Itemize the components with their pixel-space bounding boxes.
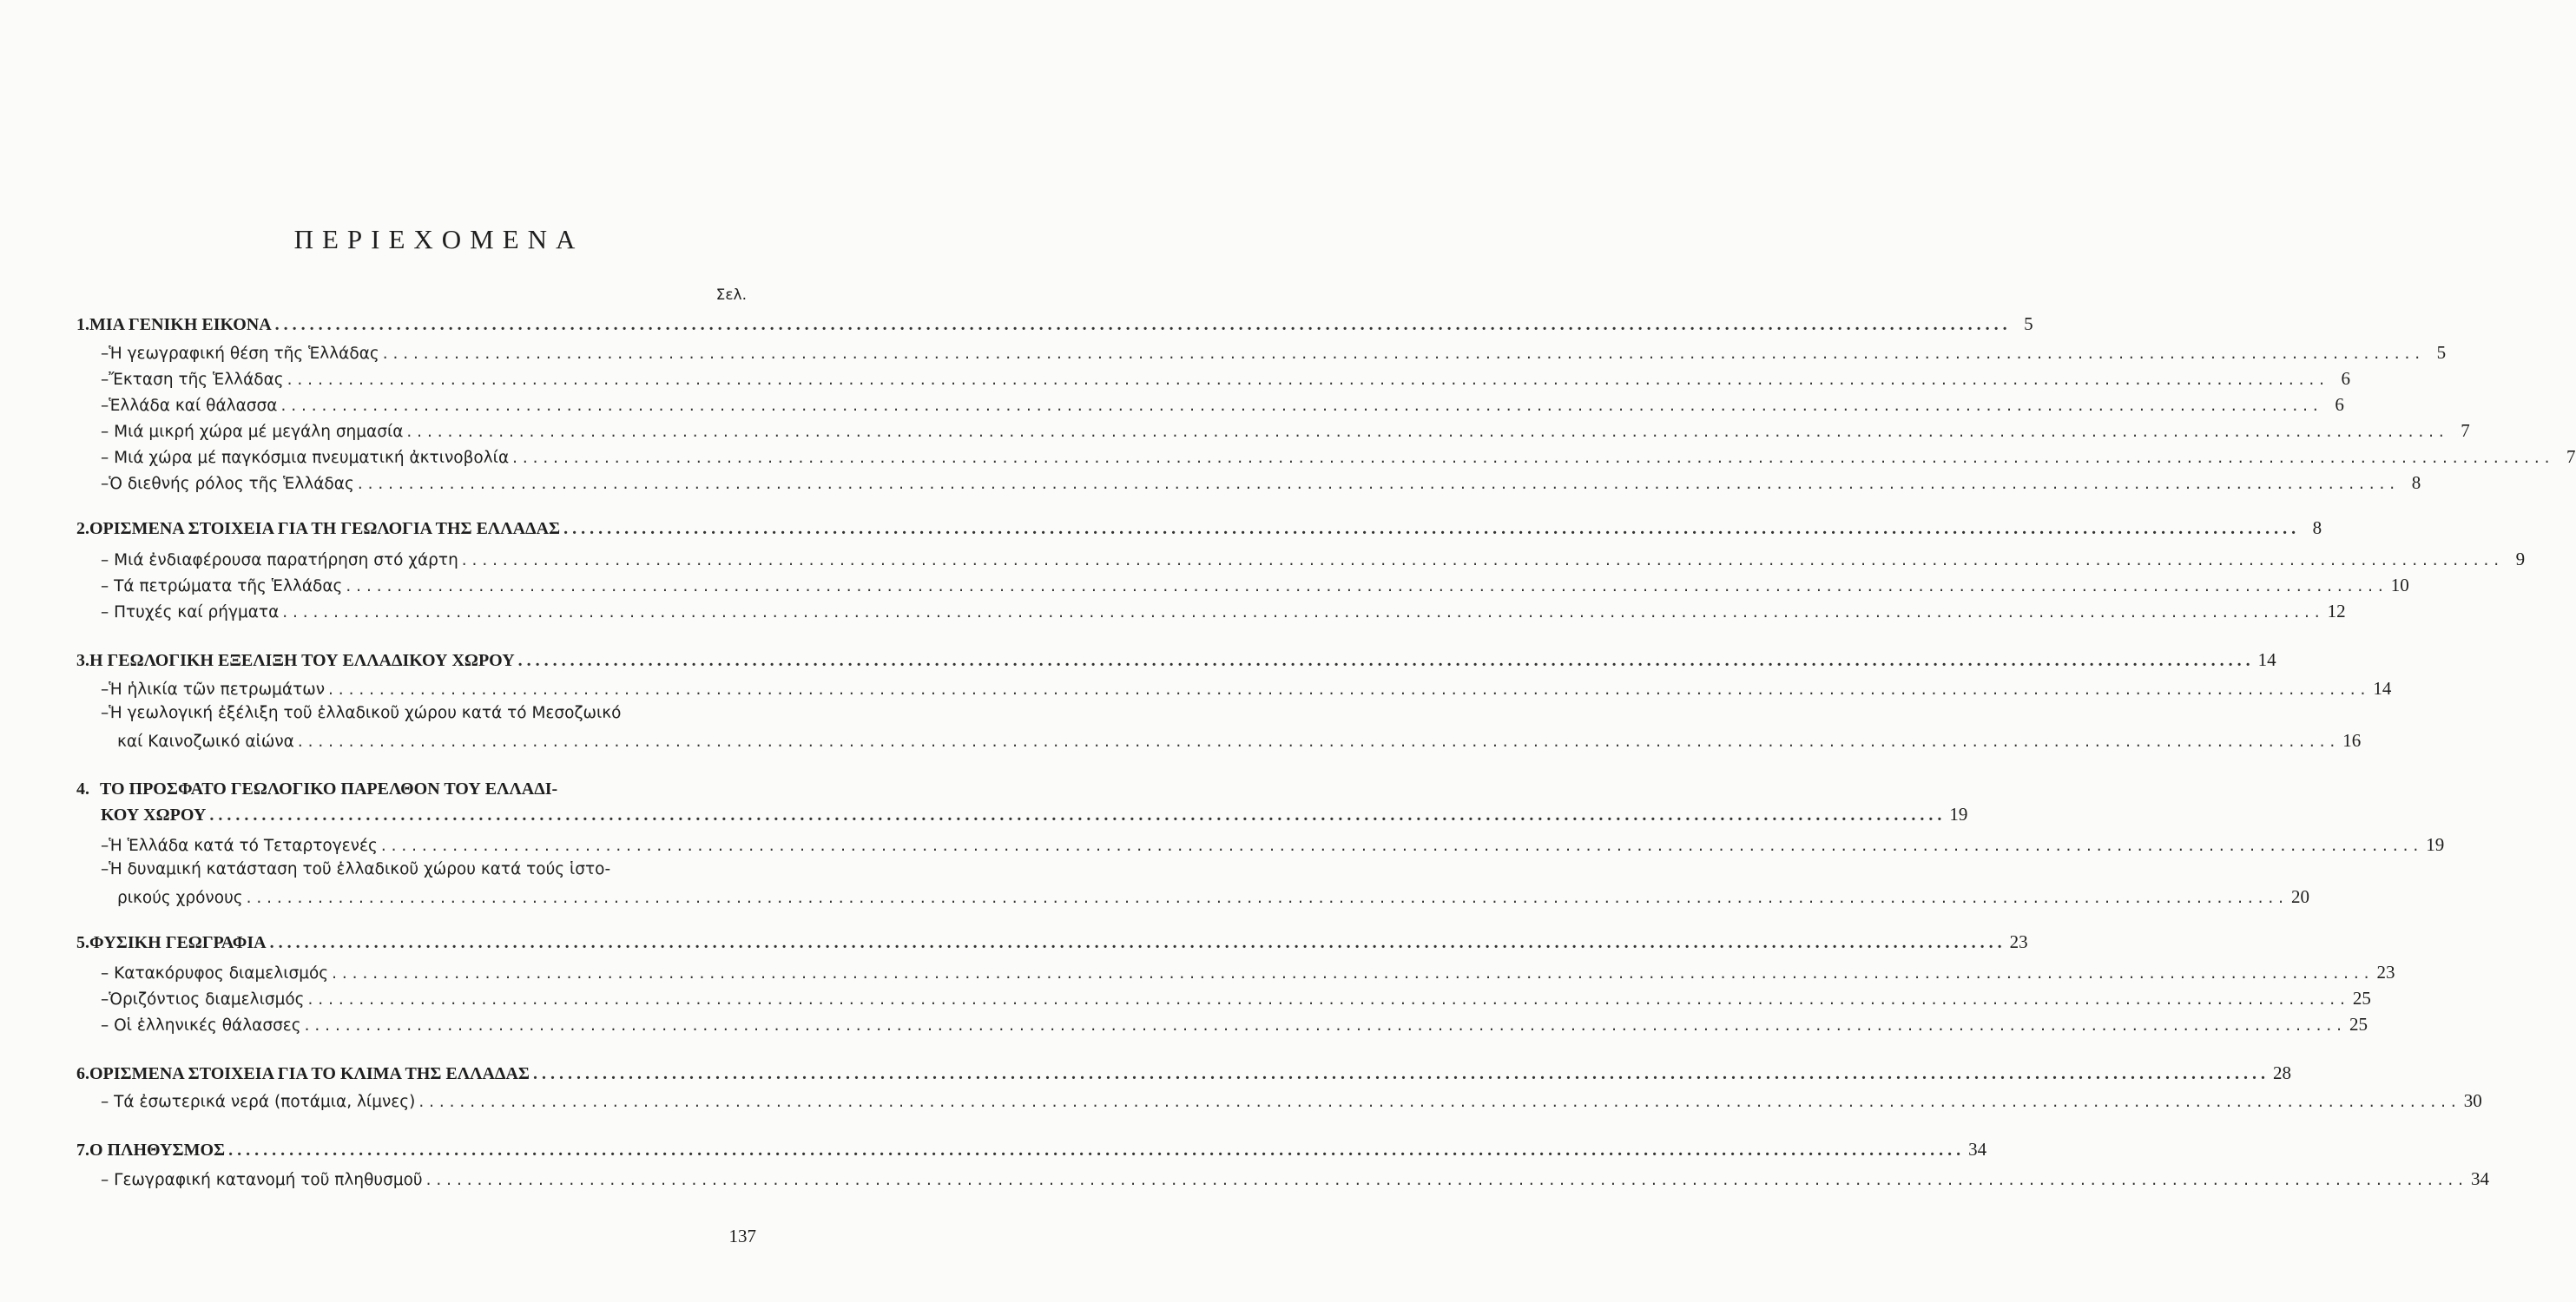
toc-leader-dots: . . . . . . . . . . . . . . . . . . . . . . . . . . . . . . . . . . . . . . . . . . . . . . . . . . . . . . . . . . . . . . . . . . . . . . . . . . . . . . . . . . . . . . . . . . . . . . . . . . . . . . . . . . . . . . . . . . . . . . . . . . . . . . . . . . . . . . . . . . . . . . . . . . . . . . . . . . . . . . . . . . . . . . . . . . . . . . . . . . . . . . . . . . . . . . . . . . . . . . . . — [532, 1064, 2265, 1083]
toc-entry — [101, 575, 2409, 596]
toc-leader-dots: . . . . . . . . . . . . . . . . . . . . . . . . . . . . . . . . . . . . . . . . . . . . . . . . . . . . . . . . . . . . . . . . . . . . . . . . . . . . . . . . . . . . . . . . . . . . . . . . . . . . . . . . . . . . . . . . . . . . . . . . . . . . . . . . . . . . . . . . . . . . . . . . . . . . . . . . . . . . . . . . . . . . . . . . . . . . . . . . . . . . . . . . . . . . . . . . . . . . . . . . — [269, 933, 2002, 952]
toc-entry-text: –Ἡ γεωλογική ἐξέλιξη τοῦ ἑλλαδικοῦ χώρου κατά τό Μεσοζωικό — [101, 704, 622, 722]
toc-page-number: 5 — [2436, 342, 2447, 363]
toc-leader-dots: . . . . . . . . . . . . . . . . . . . . . . . . . . . . . . . . . . . . . . . . . . . . . . . . . . . . . . . . . . . . . . . . . . . . . . . . . . . . . . . . . . . . . . . . . . . . . . . . . . . . . . . . . . . . . . . . . . . . . . . . . . . . . . . . . . . . . . . . . . . . . . . . . . . . . . . . . . . . . . . . . . . . . . . . . . . . . . . . . . . . . . . . . . . . . . . . . . . . . . . . — [304, 1016, 2342, 1035]
toc-page-number: 20 — [2291, 886, 2310, 907]
toc-entry-text: ΟΡΙΣΜΕΝΑ ΣΤΟΙΧΕΙΑ ΓΙΑ ΤΟ ΚΛΙΜΑ ΤΗΣ ΕΛΛΑΔΑΣ — [89, 1064, 530, 1083]
toc-page-number: 6 — [2341, 368, 2351, 389]
toc-entry — [101, 549, 2526, 570]
toc-entry — [101, 804, 1968, 825]
toc-entry — [101, 962, 2395, 983]
toc-entry-text: – Οἱ ἑλληνικές θάλασσες — [101, 1016, 301, 1035]
toc-entry — [76, 779, 754, 799]
toc-leader-dots: . . . . . . . . . . . . . . . . . . . . . . . . . . . . . . . . . . . . . . . . . . . . . . . . . . . . . . . . . . . . . . . . . . . . . . . . . . . . . . . . . . . . . . . . . . . . . . . . . . . . . . . . . . . . . . . . . . . . . . . . . . . . . . . . . . . . . . . . . . . . . . . . . . . . . . . . . . . . . . . . . . . . . . . . . . . . . . . . . . . . . . . . . . . . . . . . . . . . . . . . — [357, 475, 2395, 493]
toc-entry — [101, 704, 754, 722]
toc-entry — [101, 834, 2445, 856]
toc-page-number: 7 — [2566, 446, 2576, 467]
toc-page-number: 28 — [2272, 1062, 2291, 1083]
toc-page-number: 23 — [2376, 962, 2395, 983]
toc-entry — [117, 886, 2310, 908]
toc-section-number: 5. — [76, 933, 89, 952]
toc-page-number: 23 — [2009, 931, 2028, 952]
toc-page-number: 6 — [2335, 394, 2344, 415]
toc-leader-dots: . . . . . . . . . . . . . . . . . . . . . . . . . . . . . . . . . . . . . . . . . . . . . . . . . . . . . . . . . . . . . . . . . . . . . . . . . . . . . . . . . . . . . . . . . . . . . . . . . . . . . . . . . . . . . . . . . . . . . . . . . . . . . . . . . . . . . . . . . . . . . . . . . . . . . . . . . . . . . . . . . . . . . . . . . . . . . . . . . . . . . . . . . . . . . . . . . . . . . . . . — [280, 397, 2318, 415]
toc-leader-dots: . . . . . . . . . . . . . . . . . . . . . . . . . . . . . . . . . . . . . . . . . . . . . . . . . . . . . . . . . . . . . . . . . . . . . . . . . . . . . . . . . . . . . . . . . . . . . . . . . . . . . . . . . . . . . . . . . . . . . . . . . . . . . . . . . . . . . . . . . . . . . . . . . . . . . . . . . . . . . . . . . . . . . . . . . . . . . . . . . . . . . . . . . . . . . . . . . . . . . . . . — [332, 964, 2369, 983]
toc-entry-text: –Ἡ γεωγραφική θέση τῆς Ἑλλάδας — [101, 345, 379, 363]
page-column-label: Σελ. — [715, 286, 747, 304]
toc-page-number: 12 — [2327, 601, 2346, 621]
toc-section-number: 6. — [76, 1064, 89, 1083]
toc-entry-text: – Πτυχές καί ρήγματα — [101, 603, 280, 621]
toc-entry-text: –Ἔκταση τῆς Ἑλλάδας — [101, 371, 284, 389]
toc-leader-dots: . . . . . . . . . . . . . . . . . . . . . . . . . . . . . . . . . . . . . . . . . . . . . . . . . . . . . . . . . . . . . . . . . . . . . . . . . . . . . . . . . . . . . . . . . . . . . . . . . . . . . . . . . . . . . . . . . . . . . . . . . . . . . . . . . . . . . . . . . . . . . . . . . . . . . . . . . . . . . . . . . . . . . . . . . . . . . . . . . . . . . . . . . . . . . . . . . . . . . . . . — [328, 681, 2366, 699]
toc-leader-dots: . . . . . . . . . . . . . . . . . . . . . . . . . . . . . . . . . . . . . . . . . . . . . . . . . . . . . . . . . . . . . . . . . . . . . . . . . . . . . . . . . . . . . . . . . . . . . . . . . . . . . . . . . . . . . . . . . . . . . . . . . . . . . . . . . . . . . . . . . . . . . . . . . . . . . . . . . . . . . . . . . . . . . . . . . . . . . . . . . . . . . . . . . . . . . . . . . . . . . . . . — [382, 345, 2421, 363]
toc-leader-dots: . . . . . . . . . . . . . . . . . . . . . . . . . . . . . . . . . . . . . . . . . . . . . . . . . . . . . . . . . . . . . . . . . . . . . . . . . . . . . . . . . . . . . . . . . . . . . . . . . . . . . . . . . . . . . . . . . . . . . . . . . . . . . . . . . . . . . . . . . . . . . . . . . . . . . . . . . . . . . . . . . . . . . . . . . . . . . . . . . . . . . . . . . . . . . . . . . . . . . . . . — [307, 990, 2345, 1009]
toc-leader-dots: . . . . . . . . . . . . . . . . . . . . . . . . . . . . . . . . . . . . . . . . . . . . . . . . . . . . . . . . . . . . . . . . . . . . . . . . . . . . . . . . . . . . . . . . . . . . . . . . . . . . . . . . . . . . . . . . . . . . . . . . . . . . . . . . . . . . . . . . . . . . . . . . . . . . . . . . . . . . . . . . . . . . . . . . . . . . . . . . . . . . . . . . . . . . . . . . . . . . . . . . — [406, 423, 2444, 441]
toc-entry-text: – Γεωγραφική κατανομή τοῦ πληθυσμοῦ — [101, 1171, 423, 1189]
toc-leader-dots: . . . . . . . . . . . . . . . . . . . . . . . . . . . . . . . . . . . . . . . . . . . . . . . . . . . . . . . . . . . . . . . . . . . . . . . . . . . . . . . . . . . . . . . . . . . . . . . . . . . . . . . . . . . . . . . . . . . . . . . . . . . . . . . . . . . . . . . . . . . . . . . . . . . . . . . . . . . . . . . . . . . . . . . . . . . . . . . . . . . . . . . . . . . . . . . . . . . . . . . . — [246, 889, 2284, 907]
toc-entry — [101, 368, 2351, 390]
toc-entry-text: ΜΙΑ ΓΕΝΙΚΗ ΕΙΚΟΝΑ — [89, 315, 272, 334]
toc-entry-text: – Τά πετρώματα τῆς Ἑλλάδας — [101, 577, 343, 595]
toc-page-number: 14 — [2373, 678, 2392, 699]
toc-entry — [76, 1139, 1987, 1161]
toc-entry-text: –Ὁριζόντιος διαμελισμός — [101, 990, 305, 1009]
toc-leader-dots: . . . . . . . . . . . . . . . . . . . . . . . . . . . . . . . . . . . . . . . . . . . . . . . . . . . . . . . . . . . . . . . . . . . . . . . . . . . . . . . . . . . . . . . . . . . . . . . . . . . . . . . . . . . . . . . . . . . . . . . . . . . . . . . . . . . . . . . . . . . . . . . . . . . . . . . . . . . . . . . . . . . . . . . . . . . . . . . . . . . . . . . . . . . . . . . . . . . . . . . . — [346, 577, 2383, 595]
toc-section-number: 7. — [76, 1141, 89, 1160]
toc-entry — [76, 313, 2033, 335]
toc-entry — [101, 860, 754, 878]
toc-section-number: 2. — [76, 519, 89, 538]
toc-leader-dots: . . . . . . . . . . . . . . . . . . . . . . . . . . . . . . . . . . . . . . . . . . . . . . . . . . . . . . . . . . . . . . . . . . . . . . . . . . . . . . . . . . . . . . . . . . . . . . . . . . . . . . . . . . . . . . . . . . . . . . . . . . . . . . . . . . . . . . . . . . . . . . . . . . . . . . . . . . . . . . . . . . . . . . . . . . . . . . . . . . . . . . . . . . . . . . . . . . . . . . . . — [512, 449, 2550, 467]
toc-entry — [101, 420, 2470, 442]
toc-entry — [101, 1090, 2482, 1112]
toc-entry-text: – Μιά χώρα μέ παγκόσμια πνευματική ἀκτινοβολία — [101, 449, 510, 467]
toc-entry — [101, 342, 2447, 364]
toc-page-number: 8 — [2411, 472, 2421, 493]
toc-leader-dots: . . . . . . . . . . . . . . . . . . . . . . . . . . . . . . . . . . . . . . . . . . . . . . . . . . . . . . . . . . . . . . . . . . . . . . . . . . . . . . . . . . . . . . . . . . . . . . . . . . . . . . . . . . . . . . . . . . . . . . . . . . . . . . . . . . . . . . . . . . . . . . . . . . . . . . . . . . . . . . . . . . . . . . . . . . . . . . . . . . . . . . . . . . . . . . . . . . . . . . . . — [461, 551, 2500, 569]
toc-section-number: 4. — [76, 779, 89, 799]
toc-entry-text: –Ἡ Ἑλλάδα κατά τό Τεταρτογενές — [101, 837, 378, 855]
toc-entry — [101, 988, 2371, 1009]
toc-entry — [101, 1168, 2490, 1190]
toc-entry-text: ρικούς χρόνους — [117, 889, 243, 907]
toc-entry-text: – Μιά ἐνδιαφέρουσα παρατήρηση στό χάρτη — [101, 551, 458, 569]
toc-leader-dots: . . . . . . . . . . . . . . . . . . . . . . . . . . . . . . . . . . . . . . . . . . . . . . . . . . . . . . . . . . . . . . . . . . . . . . . . . . . . . . . . . . . . . . . . . . . . . . . . . . . . . . . . . . . . . . . . . . . . . . . . . . . . . . . . . . . . . . . . . . . . . . . . . . . . . . . . . . . . . . . . . . . . . . . . . . . . . . . . . . . . . . . . . . . . . . . . . . . . . . . . — [297, 733, 2336, 751]
toc-entry-text: – Κατακόρυφος διαμελισμός — [101, 964, 329, 983]
toc-entry-text: –Ὁ διεθνής ρόλος τῆς Ἑλλάδας — [101, 475, 354, 493]
toc-entry — [101, 1014, 2368, 1036]
toc-entry — [117, 730, 2362, 752]
toc-entry — [101, 446, 2576, 468]
toc-entry-text: καί Καινοζωικό αἰώνα — [117, 733, 294, 751]
toc-entry — [101, 394, 2344, 416]
toc-leader-dots: . . . . . . . . . . . . . . . . . . . . . . . . . . . . . . . . . . . . . . . . . . . . . . . . . . . . . . . . . . . . . . . . . . . . . . . . . . . . . . . . . . . . . . . . . . . . . . . . . . . . . . . . . . . . . . . . . . . . . . . . . . . . . . . . . . . . . . . . . . . . . . . . . . . . . . . . . . . . . . . . . . . . . . . . . . . . . . . . . . . . . . . . . . . . . . . . . . . . . . . . — [209, 806, 1942, 825]
toc-page-number: 9 — [2515, 549, 2526, 569]
toc-entry-text: –Ἡ ἡλικία τῶν πετρωμάτων — [101, 681, 326, 699]
toc-page-number: 25 — [2352, 988, 2371, 1009]
toc-page-number: 14 — [2257, 649, 2276, 670]
toc-entry — [76, 517, 2322, 539]
toc-entry-text: – Τά ἐσωτερικά νερά (ποτάμια, λίμνες) — [101, 1093, 416, 1111]
toc-entry-text: –Ἑλλάδα καί θάλασσα — [101, 397, 278, 415]
toc-leader-dots: . . . . . . . . . . . . . . . . . . . . . . . . . . . . . . . . . . . . . . . . . . . . . . . . . . . . . . . . . . . . . . . . . . . . . . . . . . . . . . . . . . . . . . . . . . . . . . . . . . . . . . . . . . . . . . . . . . . . . . . . . . . . . . . . . . . . . . . . . . . . . . . . . . . . . . . . . . . . . . . . . . . . . . . . . . . . . . . . . . . . . . . . . . . . . . . . . . . . . . . . — [418, 1093, 2456, 1111]
toc-page-number: 7 — [2461, 420, 2470, 441]
toc-page-number: 25 — [2349, 1014, 2368, 1035]
toc-section-number: 3. — [76, 651, 89, 670]
toc-leader-dots: . . . . . . . . . . . . . . . . . . . . . . . . . . . . . . . . . . . . . . . . . . . . . . . . . . . . . . . . . . . . . . . . . . . . . . . . . . . . . . . . . . . . . . . . . . . . . . . . . . . . . . . . . . . . . . . . . . . . . . . . . . . . . . . . . . . . . . . . . . . . . . . . . . . . . . . . . . . . . . . . . . . . . . . . . . . . . . . . . . . . . . . . . . . . . . . . . . . . . . . . — [282, 603, 2320, 621]
toc-entry-text: ΚΟΥ ΧΩΡΟΥ — [101, 806, 207, 825]
toc-entry — [76, 931, 2028, 953]
toc-entry — [76, 649, 2276, 671]
toc-page-number: 30 — [2463, 1090, 2482, 1111]
toc-section-number: 1. — [76, 315, 89, 334]
toc-entry-text: ΤΟ ΠΡΟΣΦΑΤΟ ΓΕΩΛΟΓΙΚΟ ΠΑΡΕΛΘΟΝ ΤΟΥ ΕΛΛΑΔΙ- — [100, 779, 558, 799]
toc-leader-dots: . . . . . . . . . . . . . . . . . . . . . . . . . . . . . . . . . . . . . . . . . . . . . . . . . . . . . . . . . . . . . . . . . . . . . . . . . . . . . . . . . . . . . . . . . . . . . . . . . . . . . . . . . . . . . . . . . . . . . . . . . . . . . . . . . . . . . . . . . . . . . . . . . . . . . . . . . . . . . . . . . . . . . . . . . . . . . . . . . . . . . . . . . . . . . . . . . . . . . . . . — [563, 519, 2296, 538]
toc-page-number: 16 — [2342, 730, 2362, 751]
toc-page-number: 34 — [2471, 1168, 2490, 1189]
toc-page-number: 34 — [1968, 1139, 1987, 1160]
toc-page-number: 8 — [2312, 517, 2322, 538]
toc-leader-dots: . . . . . . . . . . . . . . . . . . . . . . . . . . . . . . . . . . . . . . . . . . . . . . . . . . . . . . . . . . . . . . . . . . . . . . . . . . . . . . . . . . . . . . . . . . . . . . . . . . . . . . . . . . . . . . . . . . . . . . . . . . . . . . . . . . . . . . . . . . . . . . . . . . . . . . . . . . . . . . . . . . . . . . . . . . . . . . . . . . . . . . . . . . . . . . . . . . . . . . . . — [380, 837, 2419, 855]
toc-leader-dots: . . . . . . . . . . . . . . . . . . . . . . . . . . . . . . . . . . . . . . . . . . . . . . . . . . . . . . . . . . . . . . . . . . . . . . . . . . . . . . . . . . . . . . . . . . . . . . . . . . . . . . . . . . . . . . . . . . . . . . . . . . . . . . . . . . . . . . . . . . . . . . . . . . . . . . . . . . . . . . . . . . . . . . . . . . . . . . . . . . . . . . . . . . . . . . . . . . . . . . . . — [287, 371, 2325, 389]
toc-entry-text: Ο ΠΛΗΘΥΣΜΟΣ — [89, 1141, 226, 1160]
toc-page-number: 19 — [2426, 834, 2445, 855]
toc-entry-text: Η ΓΕΩΛΟΓΙΚΗ ΕΞΕΛΙΞΗ ΤΟΥ ΕΛΛΑΔΙΚΟΥ ΧΩΡΟΥ — [89, 651, 515, 670]
toc-leader-dots: . . . . . . . . . . . . . . . . . . . . . . . . . . . . . . . . . . . . . . . . . . . . . . . . . . . . . . . . . . . . . . . . . . . . . . . . . . . . . . . . . . . . . . . . . . . . . . . . . . . . . . . . . . . . . . . . . . . . . . . . . . . . . . . . . . . . . . . . . . . . . . . . . . . . . . . . . . . . . . . . . . . . . . . . . . . . . . . . . . . . . . . . . . . . . . . . . . . . . . . . — [425, 1171, 2464, 1189]
toc-entry — [76, 1062, 2291, 1084]
page-title: ΠΕΡΙΕΧΟΜΕΝΑ — [293, 224, 584, 254]
toc-leader-dots: . . . . . . . . . . . . . . . . . . . . . . . . . . . . . . . . . . . . . . . . . . . . . . . . . . . . . . . . . . . . . . . . . . . . . . . . . . . . . . . . . . . . . . . . . . . . . . . . . . . . . . . . . . . . . . . . . . . . . . . . . . . . . . . . . . . . . . . . . . . . . . . . . . . . . . . . . . . . . . . . . . . . . . . . . . . . . . . . . . . . . . . . . . . . . . . . . . . . . . . . — [517, 651, 2250, 670]
toc-page-number: 19 — [1949, 804, 1968, 825]
toc-entry-text: ΦΥΣΙΚΗ ΓΕΩΓΡΑΦΙΑ — [89, 933, 267, 952]
toc-entry — [101, 678, 2392, 700]
toc-page-number: 10 — [2390, 575, 2409, 595]
toc-leader-dots: . . . . . . . . . . . . . . . . . . . . . . . . . . . . . . . . . . . . . . . . . . . . . . . . . . . . . . . . . . . . . . . . . . . . . . . . . . . . . . . . . . . . . . . . . . . . . . . . . . . . . . . . . . . . . . . . . . . . . . . . . . . . . . . . . . . . . . . . . . . . . . . . . . . . . . . . . . . . . . . . . . . . . . . . . . . . . . . . . . . . . . . . . . . . . . . . . . . . . . . . — [274, 315, 2007, 334]
toc-leader-dots: . . . . . . . . . . . . . . . . . . . . . . . . . . . . . . . . . . . . . . . . . . . . . . . . . . . . . . . . . . . . . . . . . . . . . . . . . . . . . . . . . . . . . . . . . . . . . . . . . . . . . . . . . . . . . . . . . . . . . . . . . . . . . . . . . . . . . . . . . . . . . . . . . . . . . . . . . . . . . . . . . . . . . . . . . . . . . . . . . . . . . . . . . . . . . . . . . . . . . . . . — [228, 1141, 1961, 1160]
toc-entry — [101, 472, 2421, 494]
toc-entry-text: –Ἡ δυναμική κατάσταση τοῦ ἑλλαδικοῦ χώρου κατά τούς ἱστο- — [101, 860, 611, 878]
page-number: 137 — [728, 1226, 756, 1246]
toc-entry-text: – Μιά μικρή χώρα μέ μεγάλη σημασία — [101, 423, 404, 441]
toc-entry-text: ΟΡΙΣΜΕΝΑ ΣΤΟΙΧΕΙΑ ΓΙΑ ΤΗ ΓΕΩΛΟΓΙΑ ΤΗΣ ΕΛΛΑΔΑΣ — [89, 519, 561, 538]
toc-entry — [101, 601, 2346, 622]
toc-page-number: 5 — [2024, 313, 2033, 334]
